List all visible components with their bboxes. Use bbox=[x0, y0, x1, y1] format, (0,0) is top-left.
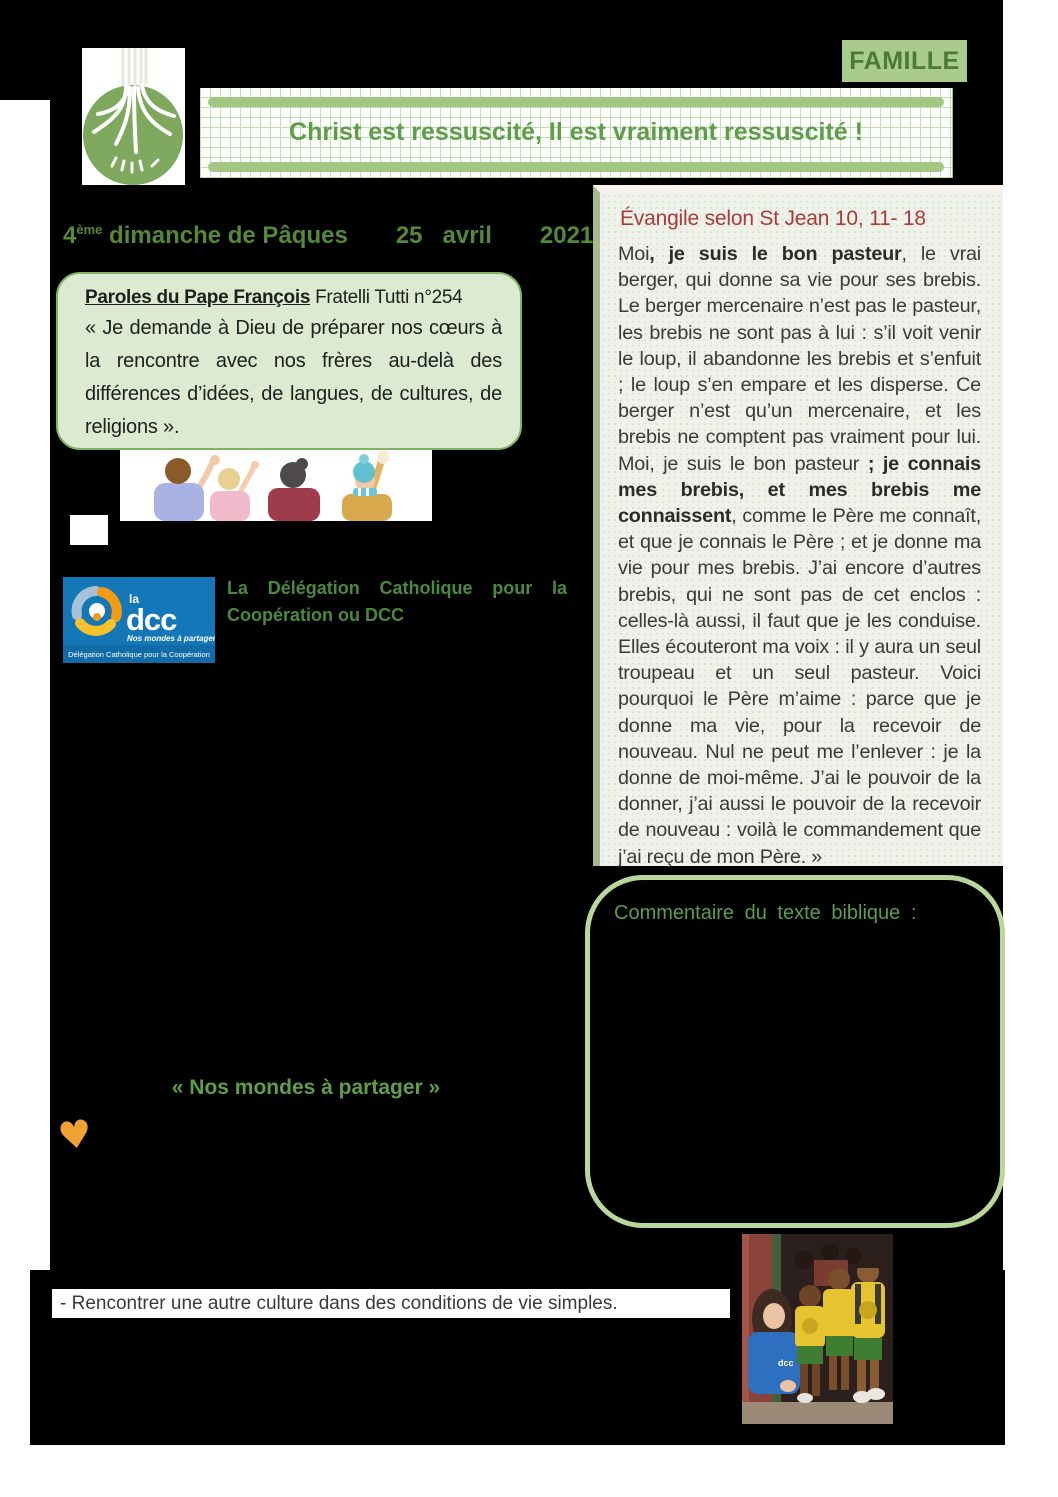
dcc-logo bbox=[63, 577, 215, 663]
gospel-seg: , le vrai berger, qui donne sa vie pour ses brebis. Le berger mercenaire n’est pas le pasteur, les brebis ne sont pas à lui : s’il voit venir le loup, il abandonne les brebis et s’enfuit ; le loup s’en empare et les disperse. Ce berger n’est qu’un mercenaire, et les brebis ne comptent pas vraiment pour lui. Moi, je suis le bon pasteur bbox=[618, 243, 981, 475]
date-day: 25 bbox=[395, 222, 423, 249]
gospel-text bbox=[618, 241, 981, 870]
sunday-ordinal-suffix: ème bbox=[76, 222, 103, 237]
photo-shirt-label: dcc bbox=[778, 1358, 794, 1368]
parish-logo bbox=[82, 48, 185, 185]
gospel-seg: , comme le Père me connaît, et que je connais le Père ; et je donne ma vie pour mes brebis. J’ai encore d’autres brebis, qui ne sont pas de cet enclos : celles-là aussi, il faut que je les conduise. Elles écouteront ma voix : il y aura un seul troupeau et un seul pasteur. Voici pourquoi le Père m’aime : parce que je donne ma vie, pour la recevoir de nouveau. Nul ne peut me l’enlever : je la donne de moi-même. J’ai le pouvoir de la donner, j’ai aussi le pouvoir de la recevoir de nouveau : voilà le commandement que j’ai reçu de mon Père. » bbox=[618, 505, 981, 868]
banner-title: Christ est ressuscité, Il est vraiment ressuscité ! bbox=[289, 118, 863, 146]
pope-quote-box bbox=[56, 272, 522, 450]
banner-bar bbox=[208, 162, 944, 172]
commentary-box bbox=[585, 875, 1005, 1228]
pope-quote-text: « Je demande à Dieu de préparer nos cœurs à la rencontre avec nos frères au-delà des différences d’idées, de langues, de cultures, de religions ». bbox=[85, 317, 502, 438]
date-year: 2021 bbox=[539, 222, 594, 249]
dcc-logo-tagline: Nos mondes à partager bbox=[127, 634, 215, 643]
volunteers-children-photo-image bbox=[742, 1234, 893, 1424]
background-black-block bbox=[0, 0, 1003, 38]
people-waving-icon bbox=[120, 450, 432, 521]
background-black-block bbox=[0, 38, 50, 100]
commentary-title: Commentaire du texte biblique : bbox=[614, 902, 917, 924]
people-waving-illustration bbox=[120, 450, 432, 521]
white-square-block bbox=[70, 515, 108, 545]
slogan-text: « Nos mondes à partager » bbox=[171, 1076, 441, 1099]
gospel-bold-seg: ; je connais mes brebis, et mes brebis me connaissent bbox=[618, 452, 981, 528]
banner-bar bbox=[208, 97, 944, 107]
bottom-note: - Rencontrer une autre culture dans des conditions de vie simples. bbox=[52, 1289, 730, 1318]
sunday-label: dimanche de Pâques bbox=[102, 222, 348, 249]
date-month: avril bbox=[442, 222, 492, 249]
dcc-logo-icon bbox=[63, 577, 215, 663]
title-banner bbox=[200, 88, 953, 178]
tree-roots-icon bbox=[82, 48, 185, 185]
masthead-date-line bbox=[63, 222, 594, 250]
pope-quote-reference: Fratelli Tutti n°254 bbox=[310, 287, 463, 308]
gospel-box bbox=[593, 185, 1003, 866]
dcc-logo-name: dcc bbox=[126, 602, 177, 637]
dcc-heading: La Délégation Catholique pour la Coopération ou DCC bbox=[227, 578, 567, 625]
dcc-logo-caption: Délégation Catholique pour la Coopération bbox=[68, 650, 210, 659]
heart-icon: ♥ bbox=[55, 1110, 95, 1160]
gospel-title: Évangile selon St Jean 10, 11- 18 bbox=[620, 207, 926, 230]
famille-badge bbox=[842, 40, 967, 82]
volunteers-children-photo bbox=[742, 1234, 893, 1424]
gospel-seg: Moi bbox=[618, 243, 650, 265]
dcc-logo-la: la bbox=[129, 592, 140, 606]
sunday-number: 4 bbox=[63, 222, 77, 249]
pope-quote-heading bbox=[85, 287, 502, 309]
famille-badge-label: FAMILLE bbox=[849, 46, 960, 75]
pope-quote-title: Paroles du Pape François bbox=[85, 287, 311, 308]
gospel-bold-seg: , je suis le bon pasteur bbox=[649, 243, 902, 265]
